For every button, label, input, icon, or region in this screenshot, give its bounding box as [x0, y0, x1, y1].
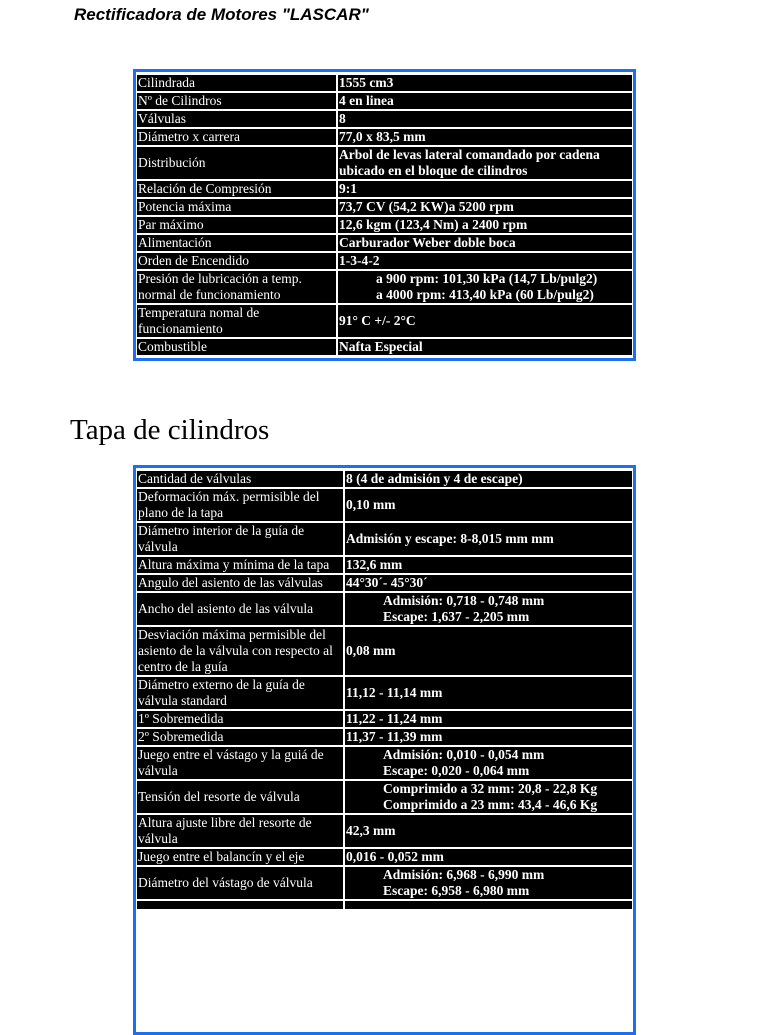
- table-row: [137, 747, 632, 779]
- spec-value-line: 77,0 x 83,5 mm: [339, 129, 426, 144]
- spec-label: Diámetro externo de la guía de válvula standard: [137, 677, 345, 709]
- table-row: [137, 489, 632, 521]
- table-row: [137, 677, 632, 709]
- spec-value-line: 1555 cm3: [339, 75, 394, 90]
- spec-value-line: a 900 rpm: 101,30 kPa (14,7 Lb/pulg2): [376, 271, 598, 286]
- spec-label: Diámetro interior de la guía de válvula: [137, 523, 345, 555]
- spec-value: [338, 199, 632, 215]
- table-row: [137, 627, 632, 675]
- spec-value-line: 91° C +/- 2°C: [339, 313, 416, 328]
- spec-value: [345, 867, 632, 899]
- spec-value-line: 0,10 mm: [346, 497, 396, 512]
- spec-value-line: 42,3 mm: [346, 823, 396, 838]
- spec-value: [345, 471, 632, 487]
- spec-value: [338, 181, 632, 197]
- spec-value-line: 4 en linea: [339, 93, 394, 108]
- spec-value-line: Escape: 1,637 - 2,205 mm: [383, 609, 530, 624]
- spec-value: [345, 849, 632, 865]
- spec-label: Cantidad de válvulas: [137, 471, 345, 487]
- spec-value: [345, 711, 632, 727]
- spec-value: [345, 729, 632, 745]
- spec-value-line: Admisión: 0,010 - 0,054 mm: [383, 747, 545, 762]
- spec-value: [345, 593, 632, 625]
- cylinder-head-specs-table: [133, 465, 636, 1035]
- engine-specs-table: [133, 69, 636, 361]
- spec-value-line: Comprimido a 32 mm: 20,8 - 22,8 Kg: [383, 781, 598, 796]
- spec-label: Par máximo: [137, 217, 338, 233]
- spec-value: [338, 339, 632, 355]
- spec-label: Angulo del asiento de las válvulas: [137, 575, 345, 591]
- spec-label: Nº de Cilindros: [137, 93, 338, 109]
- table-row-empty: [137, 901, 632, 909]
- spec-value: [345, 781, 632, 813]
- spec-value: [345, 489, 632, 521]
- spec-label: Desviación máxima permisible del asiento de la válvula con respecto al centro de la guía: [137, 627, 345, 675]
- table-row: [137, 75, 632, 91]
- spec-value-line: 8 (4 de admisión y 4 de escape): [346, 471, 523, 486]
- spec-value-line: 11,12 - 11,14 mm: [346, 685, 443, 700]
- spec-value: [338, 147, 632, 179]
- spec-value: [338, 129, 632, 145]
- table-row: [137, 849, 632, 865]
- spec-value: [338, 93, 632, 109]
- spec-label: Tensión del resorte de válvula: [137, 781, 345, 813]
- spec-value-line: 11,37 - 11,39 mm: [346, 729, 443, 744]
- spec-value-line: 0,016 - 0,052 mm: [346, 849, 444, 864]
- spec-label: Presión de lubricación a temp. normal de funcionamiento: [137, 271, 338, 303]
- spec-value-line: Escape: 0,020 - 0,064 mm: [383, 763, 530, 778]
- table-row: [137, 781, 632, 813]
- table-row: [137, 181, 632, 197]
- table-row: [137, 867, 632, 899]
- page-header-title: Rectificadora de Motores "LASCAR": [74, 5, 369, 24]
- spec-value-line: Arbol de levas lateral comandado por cadena ubicado en el bloque de cilindros: [339, 147, 600, 178]
- spec-value: [338, 305, 632, 337]
- spec-value: [338, 217, 632, 233]
- spec-label: Temperatura nomal de funcionamiento: [137, 305, 338, 337]
- spec-label: Juego entre el vástago y la guiá de válvula: [137, 747, 345, 779]
- spec-value-line: 11,22 - 11,24 mm: [346, 711, 443, 726]
- spec-value: [345, 677, 632, 709]
- spec-label: Relación de Compresión: [137, 181, 338, 197]
- spec-label: Combustible: [137, 339, 338, 355]
- table-row: [137, 253, 632, 269]
- spec-label: Diámetro del vástago de válvula: [137, 867, 345, 899]
- spec-label: Distribución: [137, 147, 338, 179]
- spec-value-line: 73,7 CV (54,2 KW)a 5200 rpm: [339, 199, 514, 214]
- spec-label: Cilindrada: [137, 75, 338, 91]
- table-row: [137, 711, 632, 727]
- spec-label: Orden de Encendido: [137, 253, 338, 269]
- table-row: [137, 235, 632, 251]
- spec-label: Alimentación: [137, 235, 338, 251]
- table-row: [137, 305, 632, 337]
- table-row: [137, 339, 632, 355]
- spec-value-line: Admisión: 0,718 - 0,748 mm: [383, 593, 545, 608]
- spec-value: [338, 271, 632, 303]
- spec-label: Potencia máxima: [137, 199, 338, 215]
- spec-value-line: a 4000 rpm: 413,40 kPa (60 Lb/pulg2): [376, 287, 594, 302]
- table-row: [137, 111, 632, 127]
- spec-value-line: Admisión y escape: 8-8,015 mm mm: [346, 531, 554, 546]
- spec-value: [345, 901, 632, 909]
- spec-label: Altura ajuste libre del resorte de válvula: [137, 815, 345, 847]
- spec-value: [345, 523, 632, 555]
- spec-label: [137, 901, 345, 909]
- spec-value-line: 132,6 mm: [346, 557, 403, 572]
- table-row: [137, 129, 632, 145]
- spec-value-line: 44°30´- 45°30´: [346, 575, 428, 590]
- table-row: [137, 815, 632, 847]
- spec-label: Altura máxima y mínima de la tapa: [137, 557, 345, 573]
- spec-value-line: 12,6 kgm (123,4 Nm) a 2400 rpm: [339, 217, 528, 232]
- table-row: [137, 471, 632, 487]
- spec-label: Deformación máx. permisible del plano de la tapa: [137, 489, 345, 521]
- spec-value-line: Carburador Weber doble boca: [339, 235, 516, 250]
- spec-value: [345, 627, 632, 675]
- table-row: [137, 729, 632, 745]
- table-row: [137, 523, 632, 555]
- spec-value: [338, 111, 632, 127]
- table-row: [137, 93, 632, 109]
- spec-value: [345, 747, 632, 779]
- spec-value-line: 0,08 mm: [346, 643, 396, 658]
- spec-value: [338, 235, 632, 251]
- spec-label: Juego entre el balancín y el eje: [137, 849, 345, 865]
- spec-value: [338, 253, 632, 269]
- spec-value-line: 1-3-4-2: [339, 253, 380, 268]
- spec-value-line: Nafta Especial: [339, 339, 423, 354]
- spec-value: [345, 557, 632, 573]
- spec-label: Ancho del asiento de las válvula: [137, 593, 345, 625]
- spec-label: 2º Sobremedida: [137, 729, 345, 745]
- spec-label: Válvulas: [137, 111, 338, 127]
- table-row: [137, 575, 632, 591]
- spec-value-line: 8: [339, 111, 346, 126]
- table-row: [137, 217, 632, 233]
- section-title: Tapa de cilindros: [70, 414, 270, 446]
- spec-value-line: Admisión: 6,968 - 6,990 mm: [383, 867, 545, 882]
- spec-value-line: Comprimido a 23 mm: 43,4 - 46,6 Kg: [383, 797, 598, 812]
- table-row: [137, 147, 632, 179]
- table-row: [137, 593, 632, 625]
- table-row: [137, 271, 632, 303]
- spec-label: Diámetro x carrera: [137, 129, 338, 145]
- table-row: [137, 557, 632, 573]
- spec-value: [345, 815, 632, 847]
- table-row: [137, 199, 632, 215]
- spec-value-line: Escape: 6,958 - 6,980 mm: [383, 883, 530, 898]
- spec-value: [338, 75, 632, 91]
- spec-label: 1º Sobremedida: [137, 711, 345, 727]
- spec-value-line: 9:1: [339, 181, 357, 196]
- spec-value: [345, 575, 632, 591]
